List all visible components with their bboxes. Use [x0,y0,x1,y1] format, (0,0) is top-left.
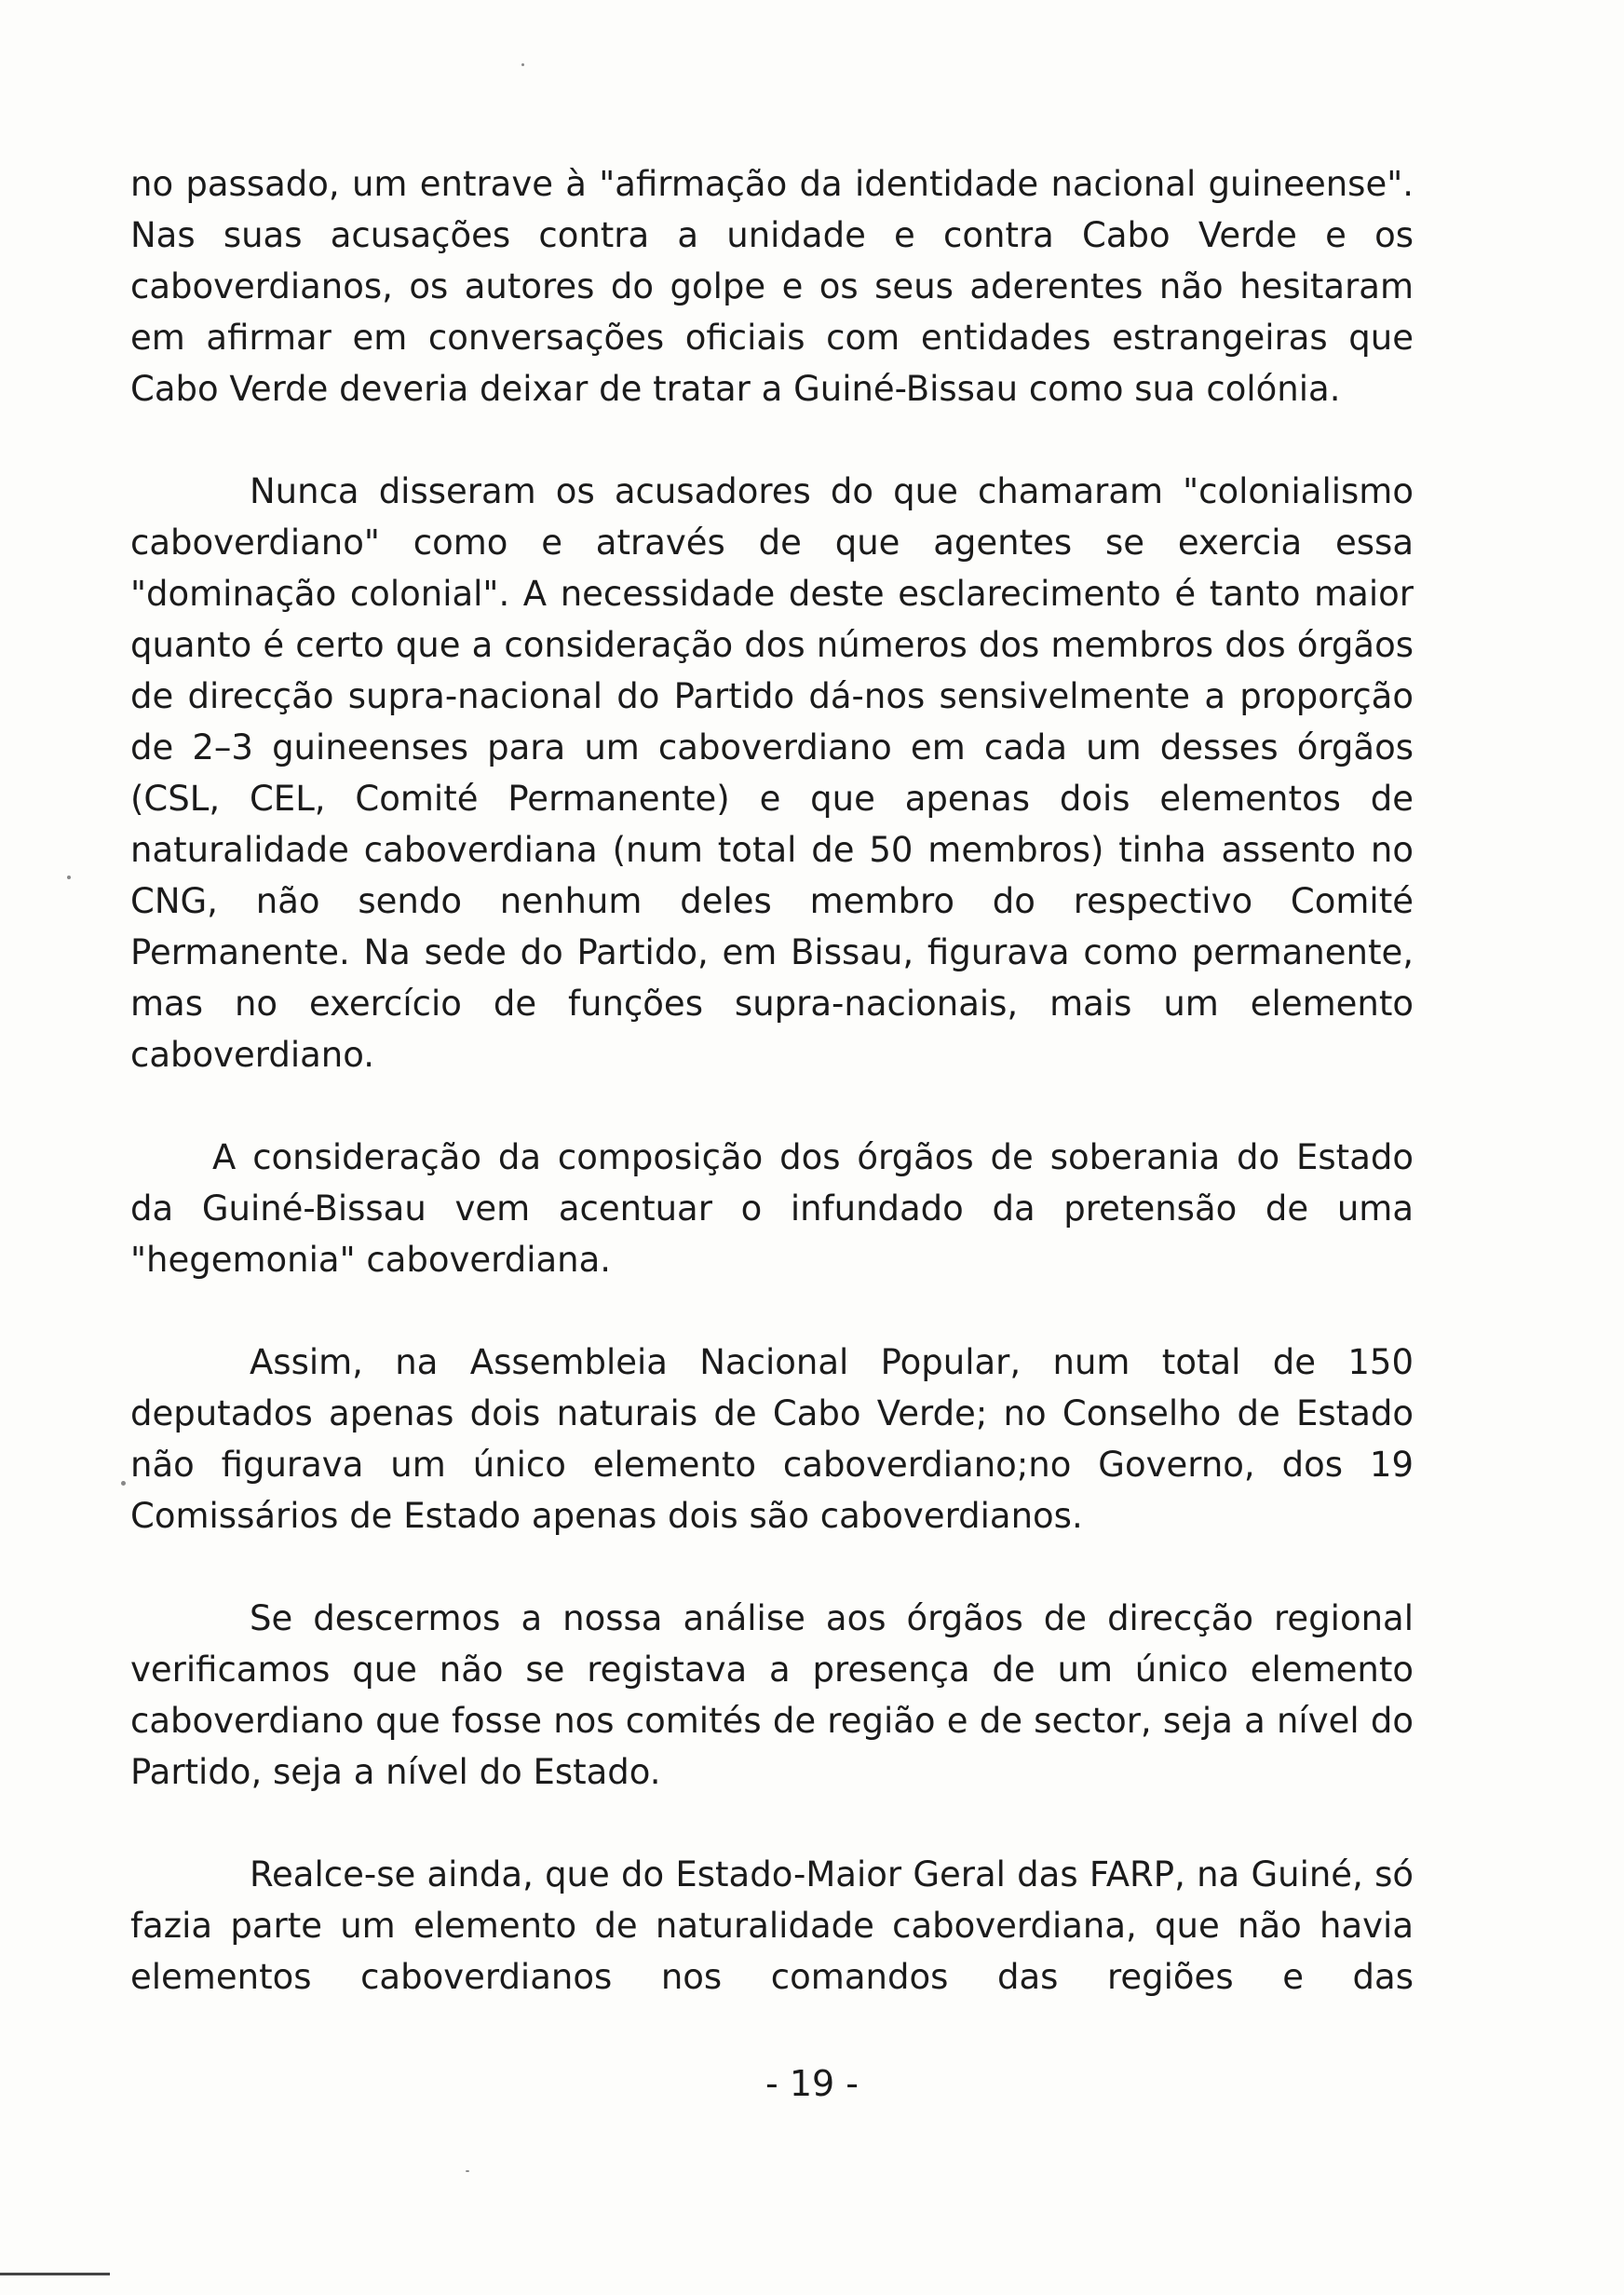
paragraph-3: A consideração da composição dos órgãos de soberania do Estado da Guiné-Bissau vem acentuar o infundado da pretensão de uma "hegemonia" caboverdiana. [130,1137,1414,1280]
scan-speck [67,876,71,879]
paragraph-1: no passado, um entrave à "afirmação da identidade nacional guineense". Nas suas acusações contra a unidade e contra Cabo Verde e os caboverdianos, os autores do golpe e os seus aderentes não hesitaram em afirmar em conversações oficiais com entidades estrangeiras que Cabo Verde deveria deixar de tratar a Guiné-Bissau como sua colónia. [130,164,1414,409]
scan-speck [121,1481,126,1486]
paragraph-6: Realce-se ainda, que do Estado-Maior Geral das FARP, na Guiné, só fazia parte um elemento de naturalidade caboverdiana, que não havia elementos caboverdianos nos comandos das regiões e das [130,1854,1414,1997]
page-number: - 19 - [765,2063,859,2104]
scan-edge-rule [0,2273,110,2275]
body-text [130,158,1414,2003]
scan-speck [521,63,524,66]
paragraph-2: Nunca disseram os acusadores do que chamaram "colonialismo caboverdiano" como e através de que agentes se exercia essa "dominação colonial". A necessidade deste esclarecimento é tanto maior quanto é certo que a consideração dos números dos membros dos órgãos de direcção supra-nacional do Partido dá-nos sensivelmente a proporção de 2–3 guineenses para um caboverdiano em cada um desses órgãos (CSL, CEL, Comité Permanente) e que apenas dois elementos de naturalidade caboverdiana (num total de 50 membros) tinha assento no CNG, não sendo nenhum deles membro do respectivo Comité Permanente. Na sede do Partido, em Bissau, figurava como permanente, mas no exercício de funções supra-nacionais, mais um elemento caboverdiano. [130,471,1414,1075]
scan-speck [466,2170,469,2172]
paragraph-5: Se descermos a nossa análise aos órgãos de direcção regional verificamos que não se registava a presença de um único elemento caboverdiano que fosse nos comités de região e de sector, seja a nível do Partido, seja a nível do Estado. [130,1598,1414,1792]
paragraph-4: Assim, na Assembleia Nacional Popular, num total de 150 deputados apenas dois naturais de Cabo Verde; no Conselho de Estado não figurava um único elemento caboverdiano;no Governo, dos 19 Comissários de Estado apenas dois são caboverdianos. [130,1342,1414,1536]
